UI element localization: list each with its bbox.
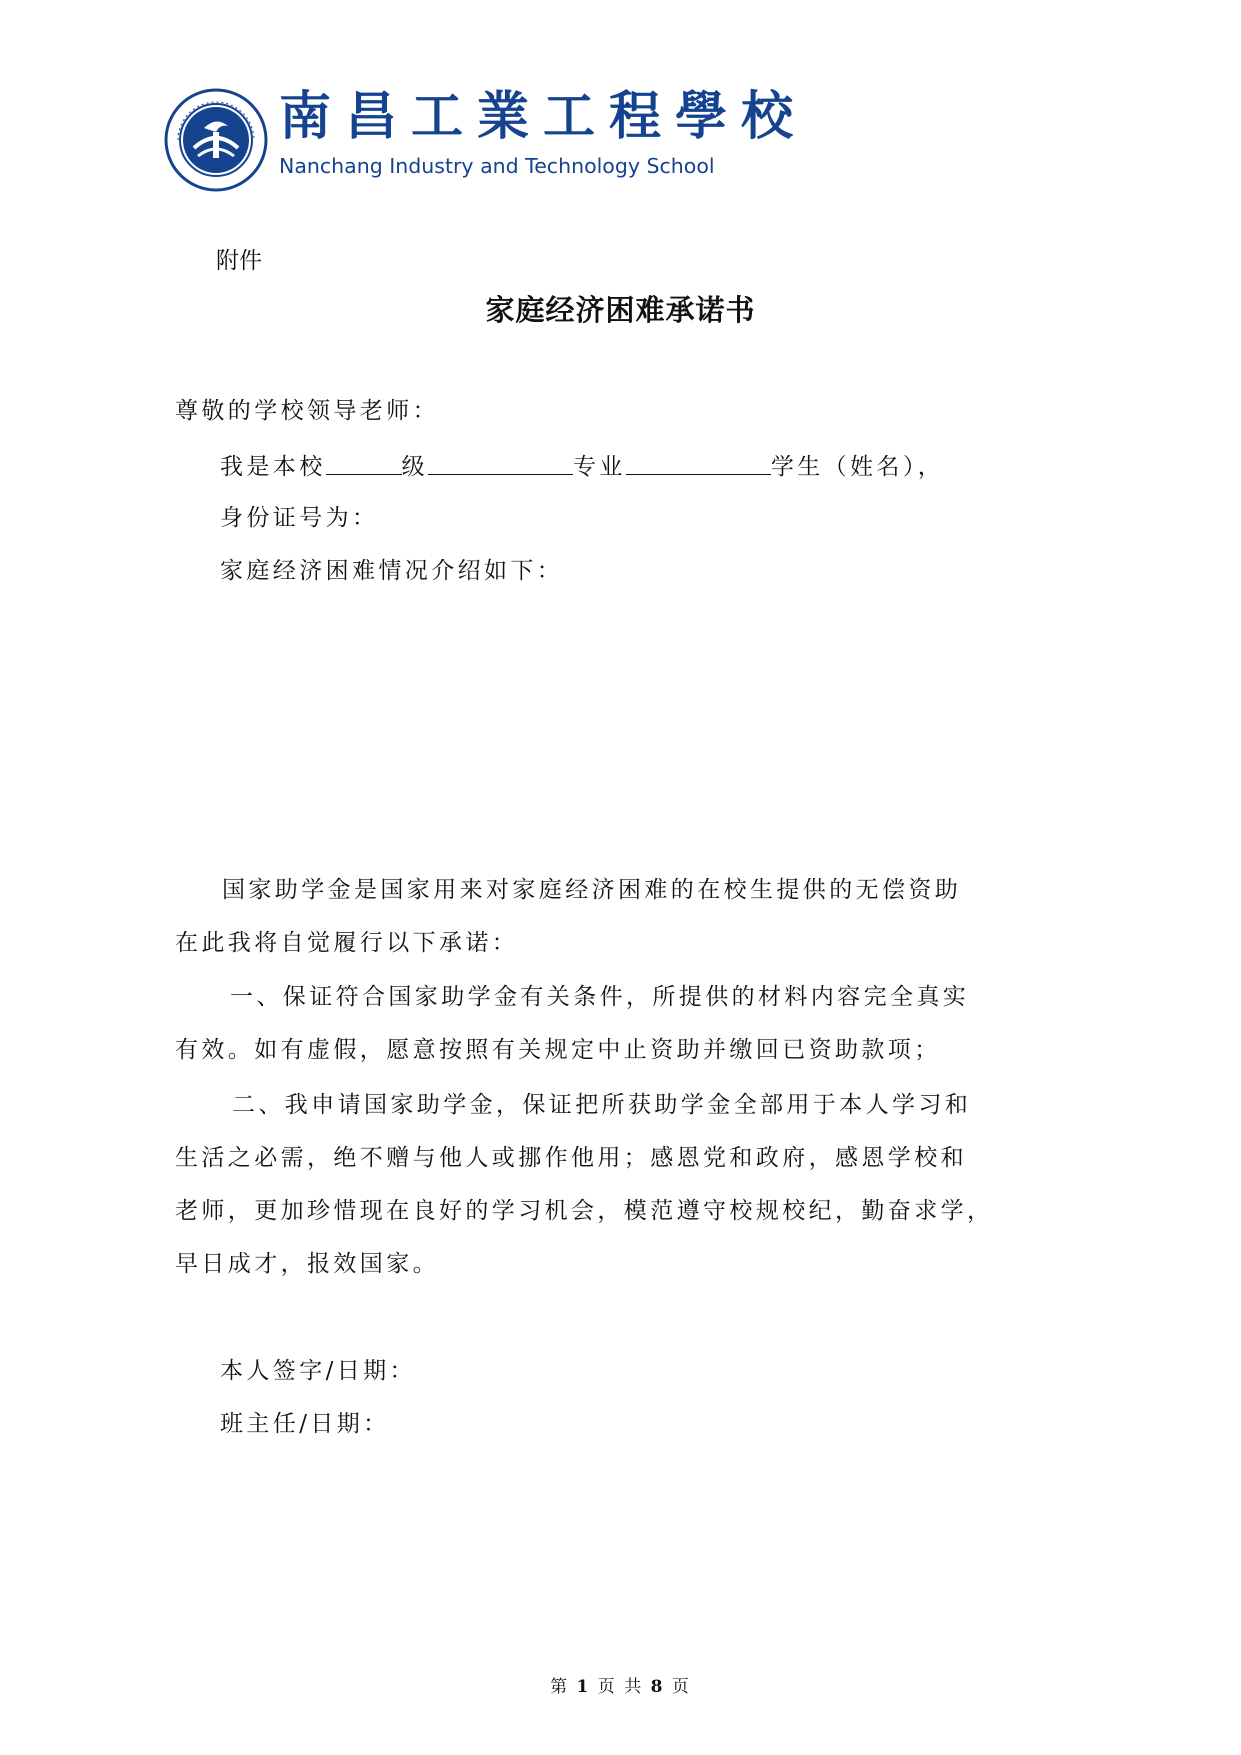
major-blank[interactable] <box>428 452 573 475</box>
id-number-label: 身份证号为： <box>220 505 379 531</box>
attachment-label: 附件 <box>216 248 262 274</box>
class-teacher-label: 班主任/日期： <box>220 1411 390 1437</box>
total-pages: 8 <box>650 1677 665 1697</box>
body-line: 二、我申请国家助学金，保证把所获助学金全部用于本人学习和 <box>232 1092 972 1118</box>
body-line: 在此我将自觉履行以下承诺： <box>175 930 519 956</box>
page-number <box>0 1672 1241 1697</box>
document-title: 家庭经济困难承诺书 <box>485 293 756 327</box>
current-page: 1 <box>576 1677 591 1697</box>
body-line: 老师，更加珍惜现在良好的学习机会，模范遵守校规校纪，勤奋求学， <box>175 1198 994 1224</box>
body-line: 国家助学金是国家用来对家庭经济困难的在校生提供的无偿资助 <box>222 877 962 903</box>
page-suffix: 页 <box>671 1677 691 1697</box>
intro-part-major: 专业 <box>573 454 626 480</box>
intro-part-grade: 级 <box>401 454 429 480</box>
body-line: 生活之必需，绝不赠与他人或挪作他用；感恩党和政府，感恩学校和 <box>175 1145 967 1171</box>
signature-label: 本人签字/日期： <box>220 1358 416 1384</box>
body-line: 有效。如有虚假，愿意按照有关规定中止资助并缴回已资助款项； <box>175 1037 941 1063</box>
page-middle: 页 共 <box>597 1677 644 1697</box>
intro-part-school: 我是本校 <box>220 454 326 480</box>
name-blank[interactable] <box>626 452 771 475</box>
grade-blank[interactable] <box>326 452 402 475</box>
body-line: 早日成才，报效国家。 <box>175 1251 439 1277</box>
school-emblem-icon <box>164 88 268 192</box>
school-name-chinese: 南昌工業工程學校 <box>279 86 808 147</box>
school-logo <box>164 86 808 196</box>
body-line: 一、保证符合国家助学金有关条件，所提供的材料内容完全真实 <box>230 984 970 1010</box>
school-name-english: Nanchang Industry and Technology School <box>279 154 715 178</box>
situation-label: 家庭经济困难情况介绍如下： <box>220 558 564 584</box>
intro-part-student: 学生（姓名）， <box>770 454 945 480</box>
salutation: 尊敬的学校领导老师： <box>175 398 439 424</box>
page-prefix: 第 <box>550 1677 570 1697</box>
intro-line <box>220 452 944 482</box>
